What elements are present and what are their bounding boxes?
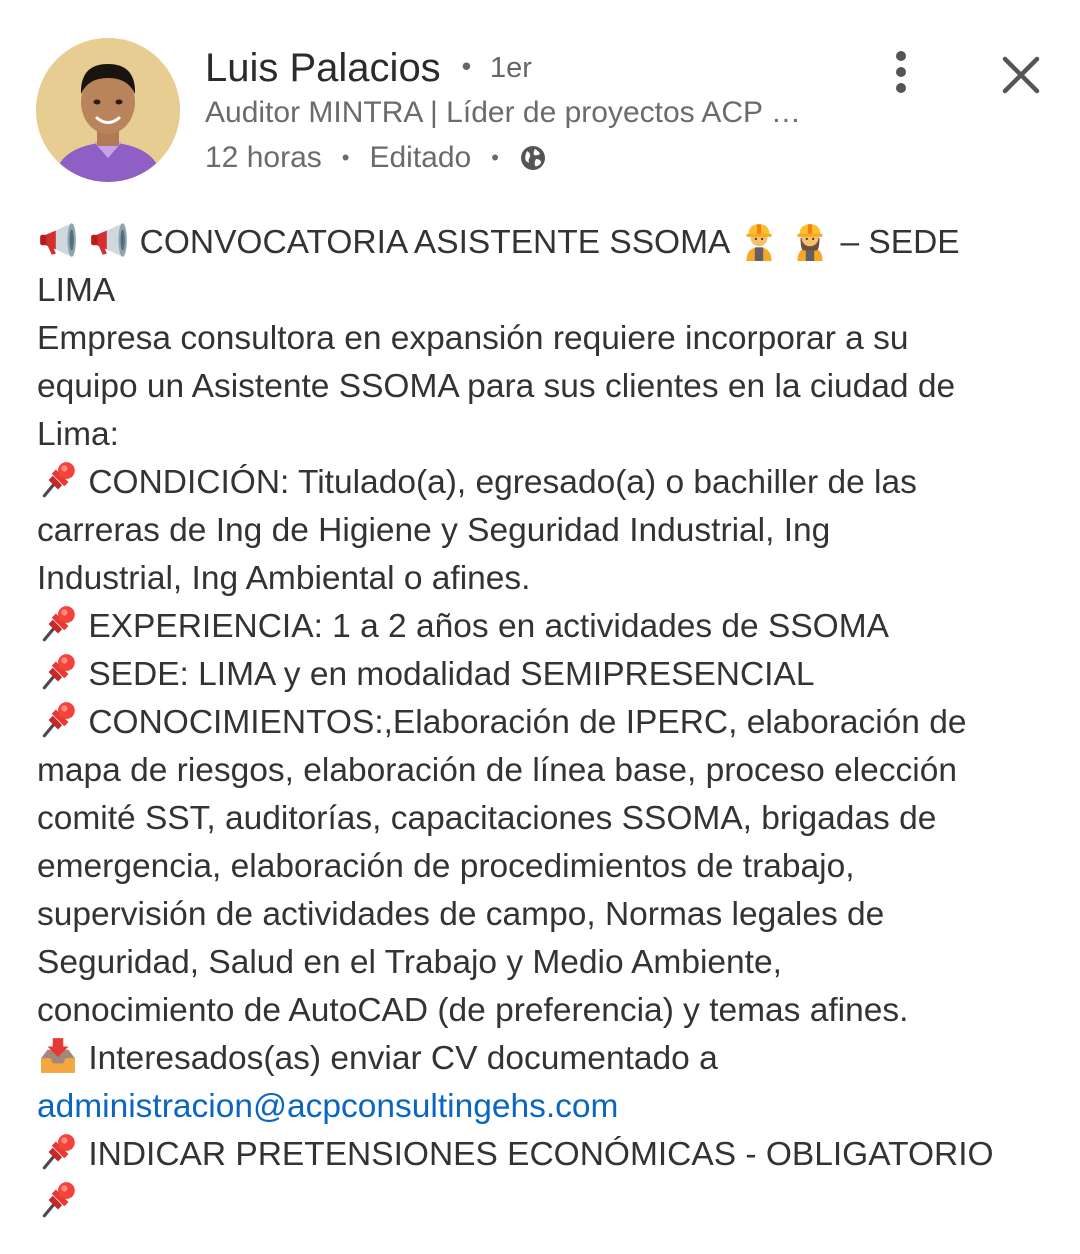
pretensiones-line — [37, 1131, 1047, 1179]
pushpin-icon — [37, 699, 79, 741]
avatar[interactable] — [36, 38, 180, 182]
author-headline: Auditor MINTRA | Líder de proyectos ACP … — [205, 96, 801, 129]
megaphone-icon — [88, 219, 130, 261]
post-meta — [205, 137, 547, 179]
inbox-tray-icon — [37, 1035, 79, 1077]
post-header — [0, 0, 1080, 200]
email-link[interactable]: administracion@acpconsultingehs.com — [37, 1088, 619, 1125]
close-button[interactable] — [996, 50, 1046, 100]
author-name[interactable]: Luis Palacios — [205, 45, 441, 90]
close-icon — [996, 50, 1046, 100]
condicion-line: carreras de Ing de Higiene y Seguridad Industrial, Ing — [37, 512, 831, 549]
meta-separator: • — [341, 145, 350, 170]
pushpin-icon — [37, 459, 79, 501]
edited-label: Editado — [369, 141, 472, 174]
email-line — [37, 1083, 1047, 1131]
connection-degree: 1er — [490, 51, 532, 84]
construction-worker-icon — [738, 219, 780, 261]
sede-text: SEDE: LIMA y en modalidad SEMIPRESENCIAL — [88, 656, 815, 693]
interesados-line — [37, 1035, 1047, 1083]
more-vertical-icon — [880, 48, 922, 98]
name-separator: • — [458, 53, 475, 83]
conocimientos-line: Seguridad, Salud en el Trabajo y Medio Ambiente, — [37, 944, 782, 981]
experiencia-text: EXPERIENCIA: 1 a 2 años en actividades de SSOMA — [88, 608, 889, 645]
conocimientos-line: comité SST, auditorías, capacitaciones SSOMA, brigadas de — [37, 800, 937, 837]
pretensiones-text: INDICAR PRETENSIONES ECONÓMICAS - OBLIGATORIO — [88, 1136, 994, 1173]
trailing-pin-line — [37, 1179, 1047, 1227]
conocimientos-line: conocimiento de AutoCAD (de preferencia) y temas afines. — [37, 992, 909, 1029]
conocimientos-line: supervisión de actividades de campo, Normas legales de — [37, 896, 885, 933]
globe-icon — [519, 144, 547, 172]
pushpin-icon — [37, 1179, 79, 1221]
title-line-2: LIMA — [37, 272, 116, 309]
pushpin-icon — [37, 651, 79, 693]
title-suffix: – SEDE — [840, 224, 960, 261]
intro-line: Lima: — [37, 416, 119, 453]
condicion-line — [37, 459, 1047, 507]
post-time: 12 horas — [205, 141, 322, 174]
conocimientos-line — [37, 699, 1047, 747]
conocimientos-line: mapa de riesgos, elaboración de línea base, proceso elección — [37, 752, 957, 789]
conocimientos-line: emergencia, elaboración de procedimientos de trabajo, — [37, 848, 855, 885]
post-body — [37, 219, 1047, 1227]
title-text: CONVOCATORIA ASISTENTE SSOMA — [139, 224, 729, 261]
conocimientos-text: CONOCIMIENTOS:,Elaboración de IPERC, elaboración de — [88, 704, 967, 741]
intro-line: equipo un Asistente SSOMA para sus clientes en la ciudad de — [37, 368, 956, 405]
megaphone-icon — [37, 219, 79, 261]
title-line — [37, 219, 1047, 267]
meta-separator-2: • — [491, 145, 499, 170]
condicion-text: CONDICIÓN: Titulado(a), egresado(a) o bachiller de las — [88, 464, 917, 501]
sede-line — [37, 651, 1047, 699]
condicion-line: Industrial, Ing Ambiental o afines. — [37, 560, 531, 597]
experiencia-line — [37, 603, 1047, 651]
pushpin-icon — [37, 603, 79, 645]
construction-worker-icon — [789, 219, 831, 261]
pushpin-icon — [37, 1131, 79, 1173]
more-options-button[interactable] — [880, 48, 922, 98]
author-name-line — [205, 40, 532, 96]
interesados-text: Interesados(as) enviar CV documentado a — [88, 1040, 718, 1077]
intro-line: Empresa consultora en expansión requiere incorporar a su — [37, 320, 909, 357]
